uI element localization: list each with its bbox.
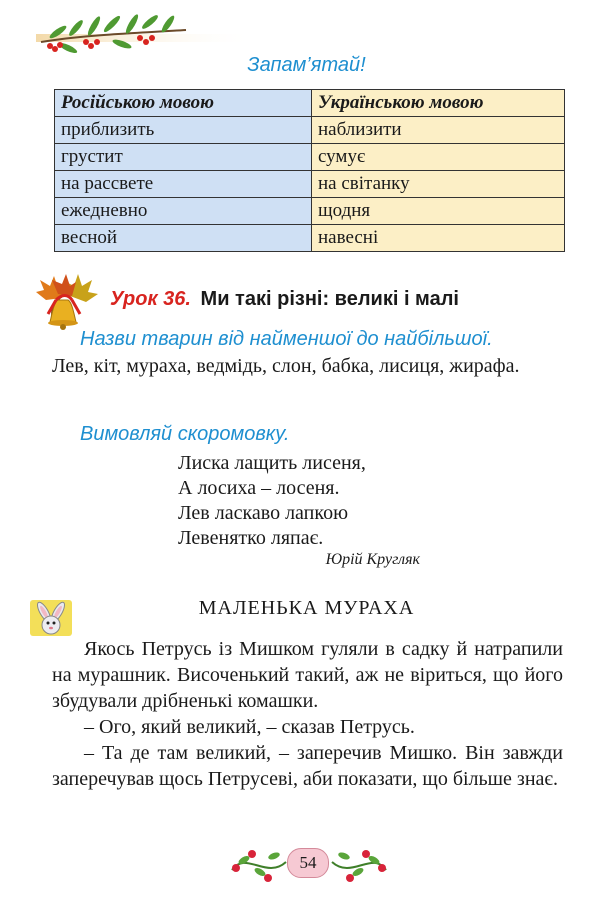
story-paragraph: – Та де там великий, – заперечив Мишко. Він завжди заперечував щось Петрусеві, аби показати, що більше знає. xyxy=(52,742,563,790)
cell-russian: ежедневно xyxy=(55,198,312,225)
cell-russian: грустит xyxy=(55,144,312,171)
table-row xyxy=(55,198,565,225)
header-ukrainian: Українською мовою xyxy=(312,90,565,117)
task1-instruction: Назви тварин від найменшої до найбільшої. xyxy=(80,328,493,350)
header-russian: Російською мовою xyxy=(55,90,312,117)
lesson-heading xyxy=(110,288,459,311)
tongue-twister-poem xyxy=(178,451,366,551)
task1-text: Лев, кіт, мураха, ведмідь, слон, бабка, лисиця, жирафа. xyxy=(52,355,520,377)
story-paragraph: – Ого, який великий, – сказав Петрусь. xyxy=(84,716,415,738)
table-row xyxy=(55,171,565,198)
cell-ukrainian: навесні xyxy=(312,225,565,252)
story-paragraph: Якось Петрусь із Мишком гуляли в садку й натрапили на мурашник. Височенький такий, аж не віриться, що його збудували дрібненькі комашки. xyxy=(52,638,563,712)
story-title: МАЛЕНЬКА МУРАХА xyxy=(198,597,415,619)
table-row xyxy=(55,144,565,171)
cell-russian: приблизить xyxy=(55,117,312,144)
remember-heading: Запам’ятай! xyxy=(247,54,366,76)
lesson-number: Урок 36. xyxy=(110,288,191,310)
cell-ukrainian: наблизити xyxy=(312,117,565,144)
table-row xyxy=(55,225,565,252)
poem-author: Юрій Кругляк xyxy=(325,551,420,568)
poem-line: Левенятко ляпає. xyxy=(178,527,324,549)
rowan-branch-icon xyxy=(36,8,256,58)
task2-instruction: Вимовляй скоромовку. xyxy=(80,423,290,445)
cell-ukrainian: щодня xyxy=(312,198,565,225)
vocabulary-table xyxy=(54,89,565,252)
poem-line: Лиска лащить лисеня, xyxy=(178,452,366,474)
cell-russian: на рассвете xyxy=(55,171,312,198)
table-header-row xyxy=(55,90,565,117)
page-number: 54 xyxy=(287,848,329,878)
table-row xyxy=(55,117,565,144)
lesson-title: Ми такі різні: великі і малі xyxy=(200,288,459,310)
poem-line: Лев ласкаво лапкою xyxy=(178,502,349,524)
cell-ukrainian: на світанку xyxy=(312,171,565,198)
cell-ukrainian: сумує xyxy=(312,144,565,171)
cell-russian: весной xyxy=(55,225,312,252)
poem-line: А лосиха – лосеня. xyxy=(178,477,340,499)
story-text xyxy=(52,636,563,792)
